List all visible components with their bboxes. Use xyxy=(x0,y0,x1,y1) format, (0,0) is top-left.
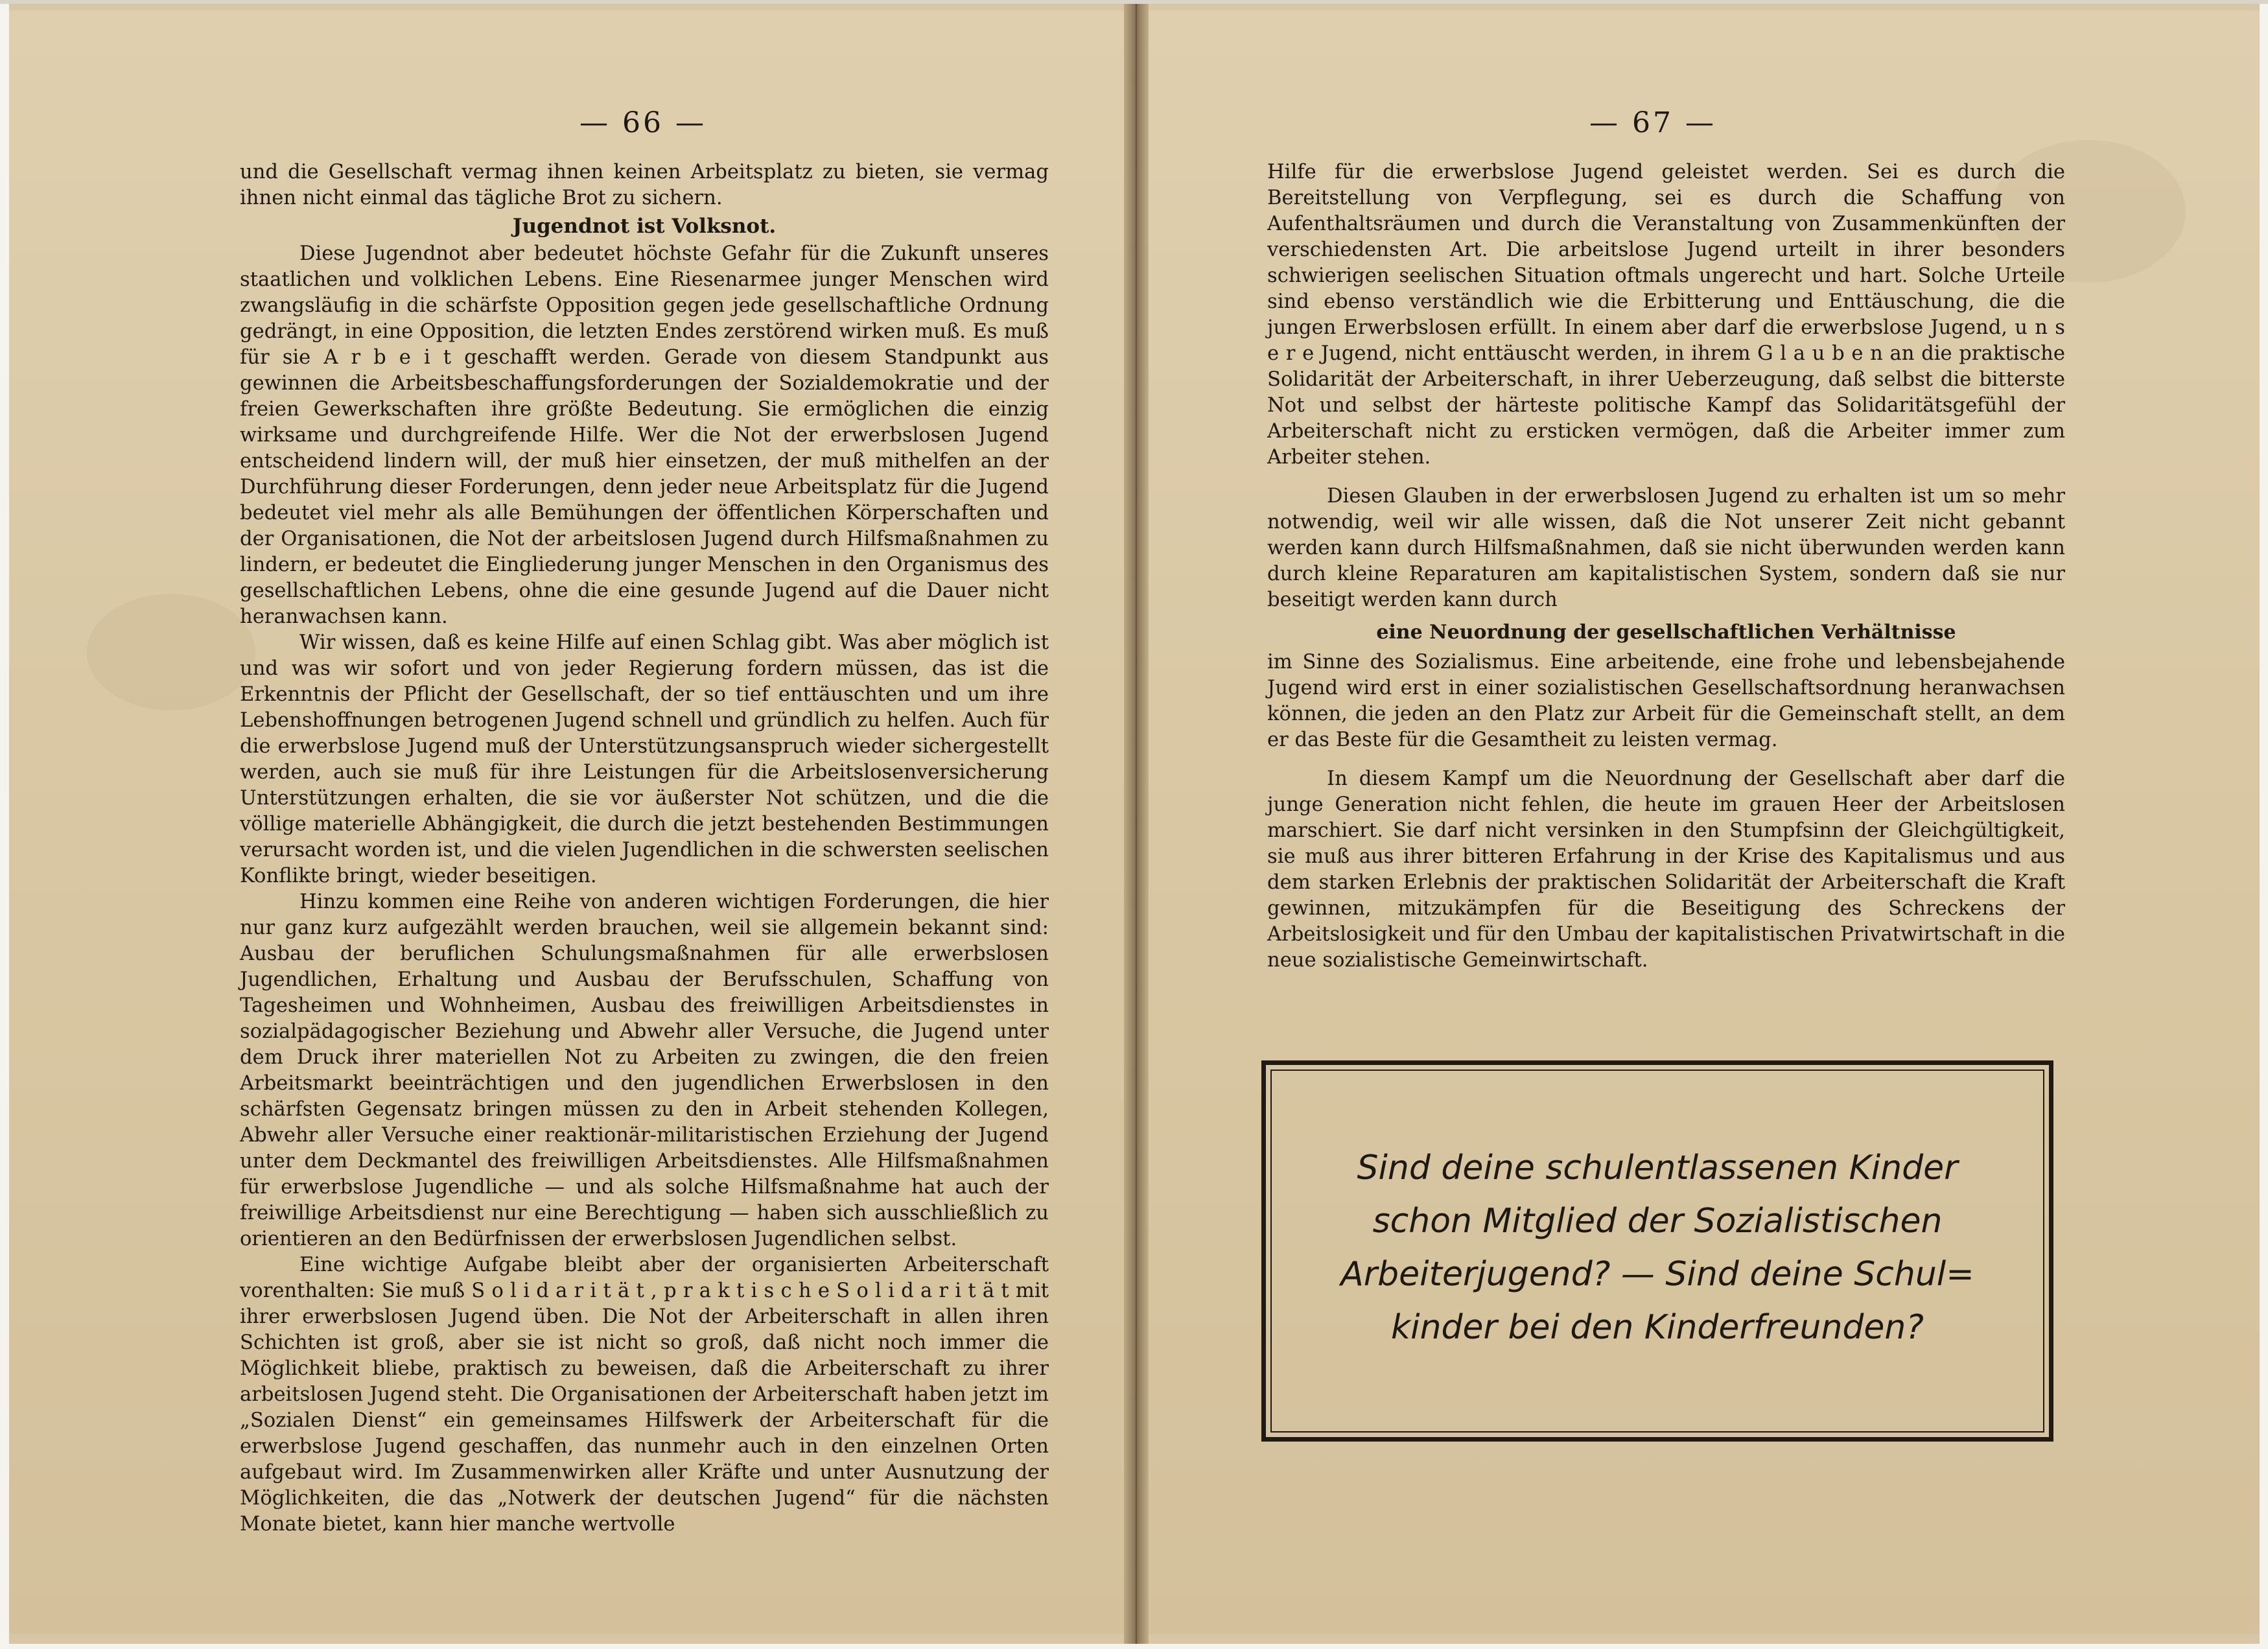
page-number: — 67 — xyxy=(1589,106,1716,139)
advertisement-box xyxy=(1261,1060,2053,1442)
paragraph: Hinzu kommen eine Reihe von anderen wichtigen Forderungen, die hier nur ganz kurz aufgezählt werden brauchen, weil sie allgemein bekannt sind: Ausbau der beruflichen Schulungsmaßnahmen für alle erwerbslosen Jugendlichen, Erhaltung und Ausbau der Berufsschulen, Schaffung von Tagesheimen und Wohnheimen, Ausbau des freiwilligen Arbeitsdienstes in sozialpädagogischer Beziehung und Abwehr aller Versuche, die Jugend unter dem Druck ihrer materiellen Not zu Arbeiten zu zwingen, die den freien Arbeitsmarkt beeinträchtigen und den jugendlichen Erwerbslosen in den schärfsten Gegensatz bringen müssen zu den in Arbeit stehenden Kollegen, Abwehr aller Versuche einer reaktionär-militaristischen Erziehung der Jugend unter dem Deckmantel des freiwilligen Arbeitsdienstes. Alle Hilfsmaßnahmen für erwerbslose Jugendliche — und als solche Hilfsmaßnahme hat auch der freiwillige Arbeitsdienst nur eine Berechtigung — haben sich ausschließlich zu orientieren an den Bedürfnissen der erwerbslosen Jugendlichen selbst. xyxy=(240,891,1049,1250)
ad-line: kinder bei den Kinderfreunden? xyxy=(1391,1308,1924,1347)
paragraph: Eine wichtige Aufgabe bleibt aber der organisierten Arbeiterschaft vorenthalten: Sie muß S o l i d a r i t ä t , p r a k t i s c h e S o l i d a r i t ä t mit ihrer erwerbslosen Jugend üben. Die Not der Arbeiterschaft in allen ihren Schichten ist groß, aber sie ist nicht so groß, daß nicht noch immer die Möglichkeit bliebe, praktisch zu beweisen, daß die Arbeiterschaft zu ihrer arbeitslosen Jugend steht. Die Organisationen der Arbeiterschaft haben jetzt im „Sozialen Dienst“ ein gemeinsames Hilfswerk der Arbeiterschaft für die erwerbslose Jugend geschaffen, das nunmehr auch in den einzelnen Orten aufgebaut wird. Im Zusammenwirken aller Kräfte und unter Ausnutzung der Möglichkeiten, die das „Notwerk der deutschen Jugend“ für die nächsten Monate bietet, kann hier manche wertvolle xyxy=(240,1254,1049,1536)
section-heading: Jugendnot ist Volksnot. xyxy=(512,215,777,238)
paragraph: im Sinne des Sozialismus. Eine arbeitende, eine frohe und lebensbejahende Jugend wird erst in einer sozialistischen Gesellschaftsordnung heranwachsen können, die jeden an den Platz zur Arbeit für die Gemeinschaft stellt, an dem er das Beste für die Gesamtheit zu leisten vermag. xyxy=(1267,651,2065,751)
right-page-text xyxy=(1267,159,2065,974)
left-page xyxy=(9,10,1124,1634)
left-page-text xyxy=(240,159,1049,1538)
paragraph-intro: und die Gesellschaft vermag ihnen keinen Arbeitsplatz zu bieten, sie vermag ihnen nicht einmal das tägliche Brot zu sichern. xyxy=(240,161,1049,209)
paragraph: Hilfe für die erwerbslose Jugend geleistet werden. Sei es durch die Bereitstellung von Verpflegung, sei es durch die Schaffung von Aufenthaltsräumen und durch die Veranstaltung von Zusammenkünften der verschiedensten Art. Die arbeitslose Jugend urteilt in ihrer besonders schwierigen seelischen Situation oftmals ungerecht und hart. Solche Urteile sind ebenso verständlich wie die Erbitterung und Enttäuschung, die die jungen Erwerbslosen erfüllt. In einem aber darf die erwerbslose Jugend, u n s e r e Jugend, nicht enttäuscht werden, in ihrem G l a u b e n an die praktische Solidarität der Arbeiterschaft, in ihrer Ueberzeugung, daß selbst die bitterste Not und selbst der härteste politische Kampf das Solidaritätsgefühl der Arbeiterschaft nicht zu ersticken vermögen, daß die Arbeiter immer zum Arbeiter stehen. xyxy=(1267,161,2065,469)
ad-line: Sind deine schulentlassenen Kinder xyxy=(1357,1149,1958,1187)
book-spread xyxy=(9,4,2260,1644)
paper-stain xyxy=(87,594,255,710)
subheading: eine Neuordnung der gesellschaftlichen Verhältnisse xyxy=(1376,621,1956,644)
book-gutter xyxy=(1124,4,1149,1644)
ad-line: schon Mitglied der Sozialistischen xyxy=(1372,1202,1943,1241)
paragraph: Diesen Glauben in der erwerbslosen Jugend zu erhalten ist um so mehr notwendig, weil wir alle wissen, daß die Not unserer Zeit nicht gebannt werden kann durch Hilfsmaßnahmen, daß sie nicht überwunden werden kann durch kleine Reparaturen am kapitalistischen System, sondern daß sie nur beseitigt werden kann durch xyxy=(1267,485,2065,611)
ad-line: Arbeiterjugend? — Sind deine Schul= xyxy=(1340,1255,1974,1294)
advertisement-text xyxy=(1305,1141,2010,1354)
paragraph: Wir wissen, daß es keine Hilfe auf einen Schlag gibt. Was aber möglich ist und was wir sofort und von jeder Regierung fordern müssen, das ist die Erkenntnis der Pflicht der Gesellschaft, der so tief enttäuschten und um ihre Lebenshoffnungen betrogenen Jugend schnell und gründlich zu helfen. Auch für die erwerbslose Jugend muß der Unterstützungsanspruch wieder sichergestellt werden, auch sie muß für ihre Leistungen für die Arbeitslosenversicherung Unterstützungen erhalten, die sie vor äußerster Not schützen, und die die völlige materielle Abhängigkeit, die durch die jetzt bestehenden Bestimmungen verursacht worden ist, und die vielen Jugendlichen in die schwersten seelischen Konflikte bringt, wieder beseitigen. xyxy=(240,631,1049,887)
right-page xyxy=(1149,10,2260,1634)
page-number: — 66 — xyxy=(579,106,707,139)
paragraph: In diesem Kampf um die Neuordnung der Gesellschaft aber darf die junge Generation nicht fehlen, die heute im grauen Heer der Arbeitslosen marschiert. Sie darf nicht versinken in den Stumpfsinn der Gleichgültigkeit, sie muß aus ihrer bitteren Erfahrung in der Krise des Kapitalismus und aus dem starken Erlebnis der praktischen Solidarität der Arbeiterschaft die Kraft gewinnen, mitzukämpfen für die Beseitigung des Schreckens der Arbeitslosigkeit und für den Umbau der kapitalistischen Privatwirtschaft in die neue sozialistische Gemeinwirtschaft. xyxy=(1267,767,2065,972)
paragraph: Diese Jugendnot aber bedeutet höchste Gefahr für die Zukunft unseres staatlichen und volklichen Lebens. Eine Riesenarmee junger Menschen wird zwangsläufig in die schärfste Opposition gegen jede gesellschaftliche Ordnung gedrängt, in eine Opposition, die letzten Endes zerstörend wirken muß. Es muß für sie A r b e i t geschafft werden. Gerade von diesem Standpunkt aus gewinnen die Arbeitsbeschaffungsforderungen der Sozialdemokratie und der freien Gewerkschaften ihre größte Bedeutung. Sie ermöglichen die einzig wirksame und durchgreifende Hilfe. Wer die Not der erwerbslosen Jugend entscheidend lindern will, der muß hier einsetzen, der muß mithelfen an der Durchführung dieser Forderungen, denn jeder neue Arbeitsplatz für die Jugend bedeutet viel mehr als alle Bemühungen der öffentlichen Körperschaften und der Organisationen, die Not der arbeitslosen Jugend durch Hilfsmaßnahmen zu lindern, er bedeutet die Eingliederung junger Menschen in den Organismus des gesellschaftlichen Lebens, ohne die eine gesunde Jugend auf die Dauer nicht heranwachsen kann. xyxy=(240,242,1049,628)
